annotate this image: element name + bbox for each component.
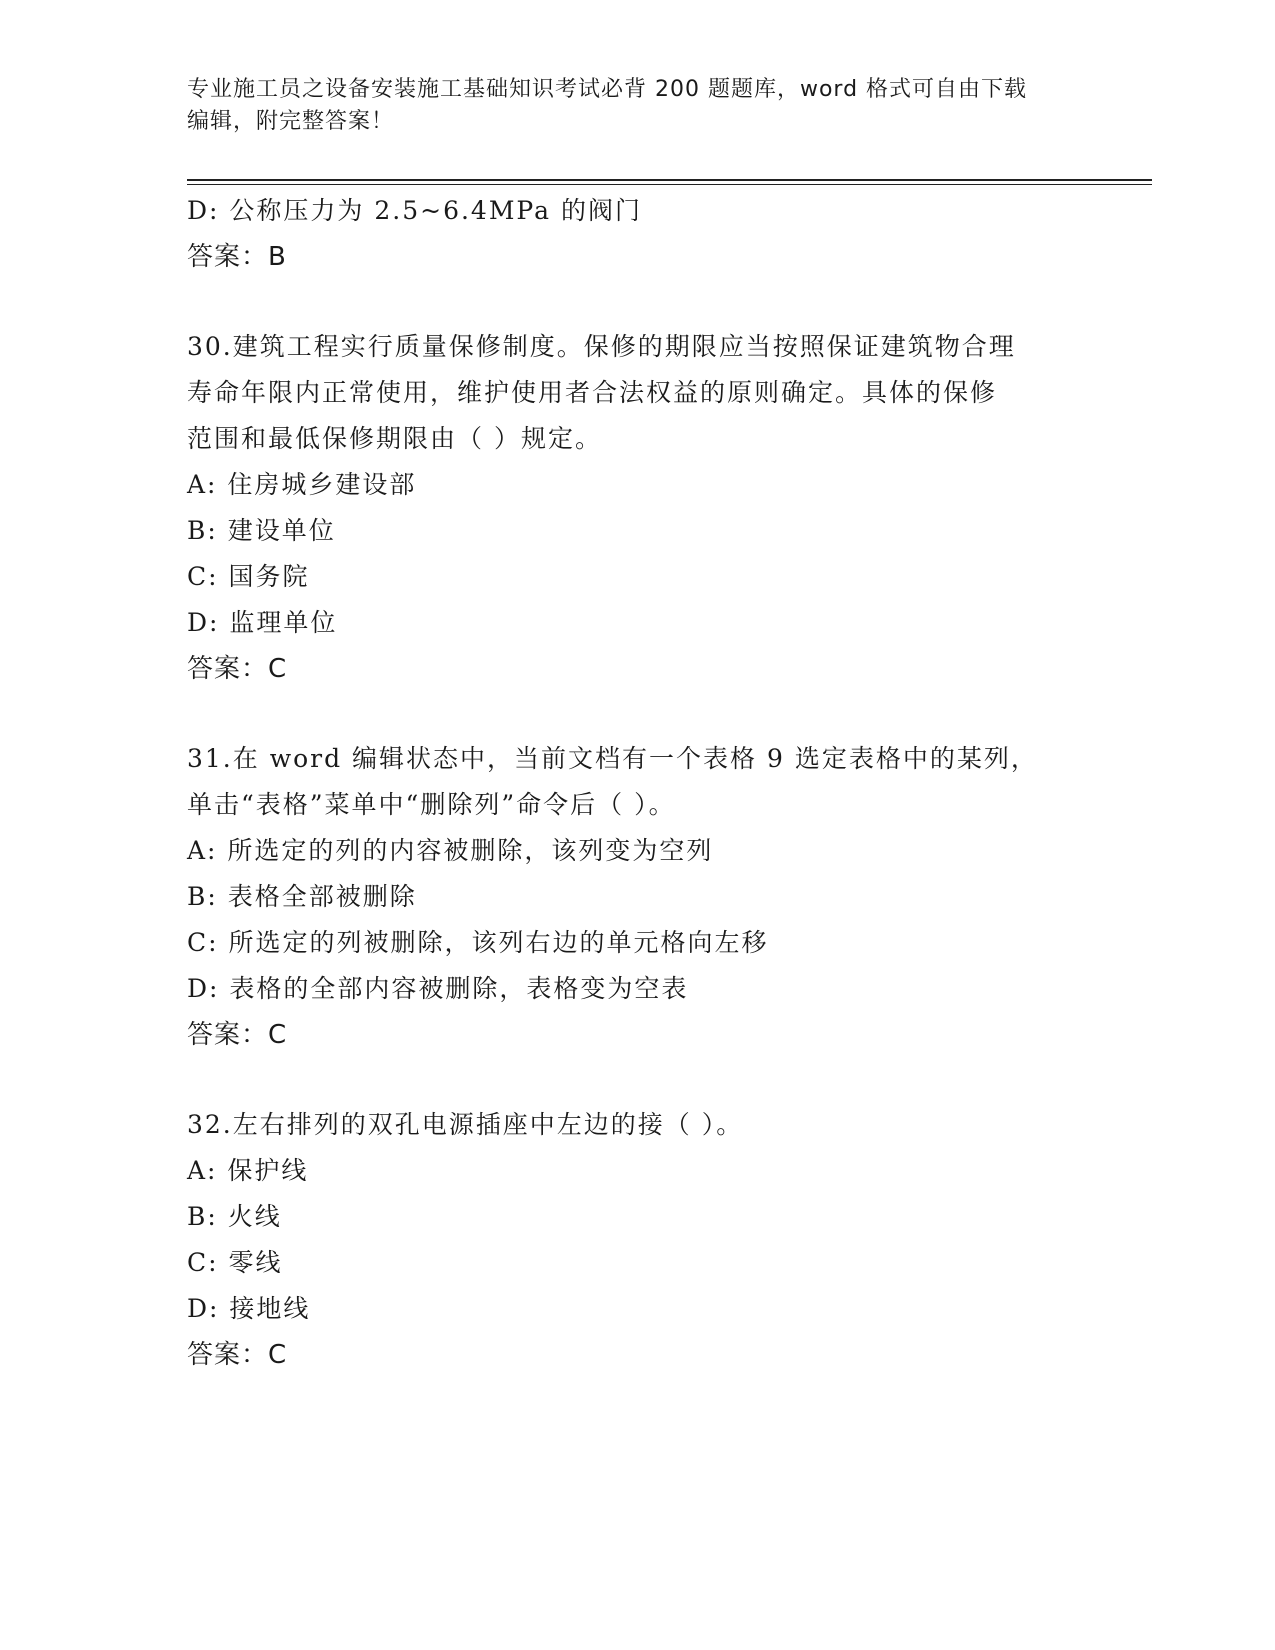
question-31 — [187, 736, 1087, 1058]
option-c: C: 零线 — [187, 1248, 283, 1277]
header-divider — [187, 179, 1152, 185]
option-b: B: 火线 — [187, 1202, 282, 1231]
previous-question-tail — [187, 188, 1087, 280]
option-c: C: 所选定的列被删除，该列右边的单元格向左移 — [187, 928, 769, 957]
option-a: A: 所选定的列的内容被删除，该列变为空列 — [187, 836, 714, 865]
question-stem-line: 32.左右排列的双孔电源插座中左边的接（ ）。 — [187, 1110, 744, 1139]
option-b: B: 建设单位 — [187, 516, 336, 545]
header-title-line-2: 编辑，附完整答案！ — [187, 109, 395, 134]
answer-line: 答案：C — [187, 654, 288, 684]
option-d: D: 接地线 — [187, 1294, 311, 1323]
option-d: D: 监理单位 — [187, 608, 338, 637]
question-stem-line: 31.在 word 编辑状态中，当前文档有一个表格 9 选定表格中的某列， — [187, 744, 1038, 773]
option-b: B: 表格全部被删除 — [187, 882, 417, 911]
answer-line: 答案：C — [187, 1340, 288, 1370]
question-stem-line: 寿命年限内正常使用，维护使用者合法权益的原则确定。具体的保修 — [187, 378, 998, 407]
question-stem-line: 单击“表格”菜单中“删除列”命令后（ ）。 — [187, 790, 676, 819]
question-gap — [187, 1058, 1087, 1102]
question-stem-line: 范围和最低保修期限由（ ）规定。 — [187, 424, 602, 453]
option-a: A: 保护线 — [187, 1156, 309, 1185]
answer-line: 答案：B — [187, 242, 287, 272]
question-gap — [187, 692, 1087, 736]
option-d: D: 表格的全部内容被删除，表格变为空表 — [187, 974, 689, 1003]
document-body — [187, 188, 1087, 1378]
document-header — [187, 74, 1067, 138]
question-stem-line: 30.建筑工程实行质量保修制度。保修的期限应当按照保证建筑物合理 — [187, 332, 1016, 361]
question-30 — [187, 324, 1087, 692]
option-d: D: 公称压力为 2.5~6.4MPa 的阀门 — [187, 196, 642, 225]
answer-line: 答案：C — [187, 1020, 288, 1050]
header-title-line-1: 专业施工员之设备安装施工基础知识考试必背 200 题题库，word 格式可自由下载 — [187, 77, 1028, 102]
option-c: C: 国务院 — [187, 562, 310, 591]
question-gap — [187, 280, 1087, 324]
option-a: A: 住房城乡建设部 — [187, 470, 417, 499]
question-32 — [187, 1102, 1087, 1378]
